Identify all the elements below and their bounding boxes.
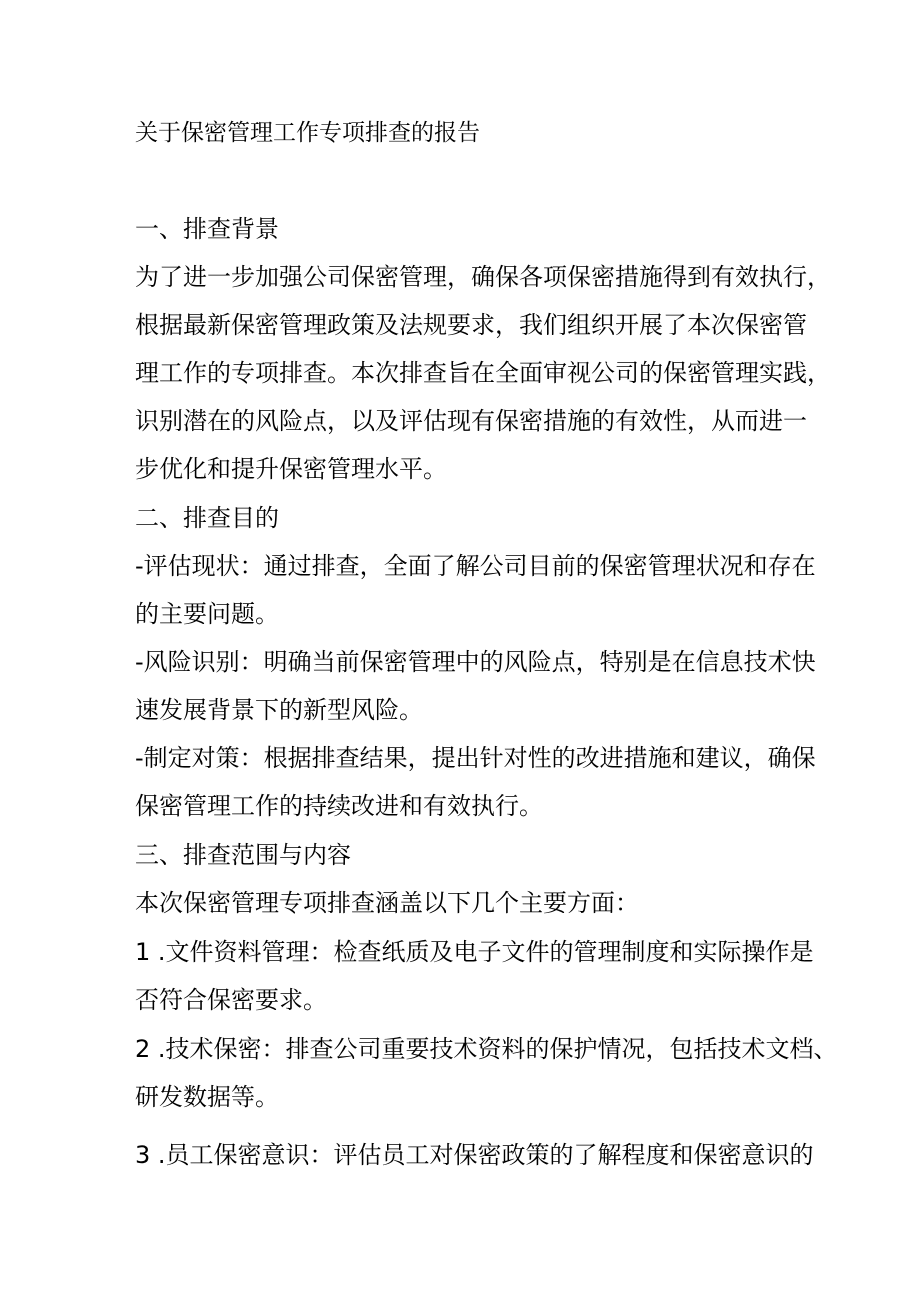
section-heading-background: 一、排查背景 [135, 215, 279, 243]
paragraph-line: 根据最新保密管理政策及法规要求，我们组织开展了本次保密管 [135, 311, 807, 339]
paragraph-line: 识别潜在的风险点，以及评估现有保密措施的有效性，从而进一 [135, 407, 807, 435]
paragraph-line: -制定对策：根据排查结果，提出针对性的改进措施和建议，确保 [135, 744, 816, 772]
list-item: 1 .文件资料管理：检查纸质及电子文件的管理制度和实际操作是 [135, 938, 814, 966]
paragraph-line: 步优化和提升保密管理水平。 [135, 455, 447, 483]
list-item: 2 .技术保密：排查公司重要技术资料的保护情况，包括技术文档、 [135, 1035, 838, 1063]
document-title: 关于保密管理工作专项排查的报告 [135, 120, 480, 146]
paragraph-line: 速发展背景下的新型风险。 [135, 696, 423, 724]
list-item-continuation: 否符合保密要求。 [135, 986, 327, 1014]
section-heading-purpose: 二、排查目的 [135, 504, 279, 532]
list-item: 3 .员工保密意识：评估员工对保密政策的了解程度和保密意识的 [135, 1141, 814, 1169]
list-item-continuation: 研发数据等。 [135, 1083, 279, 1111]
paragraph-line: 本次保密管理专项排查涵盖以下几个主要方面： [135, 889, 639, 917]
paragraph-line: 为了进一步加强公司保密管理，确保各项保密措施得到有效执行， [135, 263, 831, 291]
paragraph-line: -评估现状：通过排查，全面了解公司目前的保密管理状况和存在 [135, 552, 816, 580]
paragraph-line: -风险识别：明确当前保密管理中的风险点，特别是在信息技术快 [135, 648, 816, 676]
paragraph-line: 理工作的专项排查。本次排查旨在全面审视公司的保密管理实践， [135, 359, 831, 387]
section-heading-scope: 三、排查范围与内容 [135, 841, 351, 869]
paragraph-line: 的主要问题。 [135, 600, 279, 628]
paragraph-line: 保密管理工作的持续改进和有效执行。 [135, 792, 543, 820]
